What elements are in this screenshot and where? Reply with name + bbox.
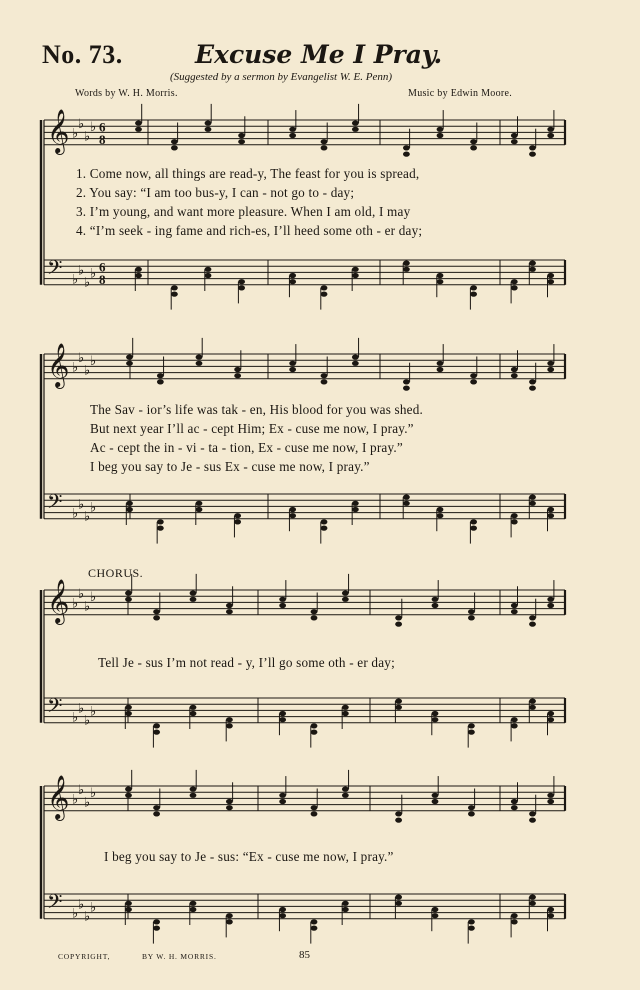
note-head: [190, 901, 197, 906]
note-head: [135, 121, 142, 126]
note-head: [432, 793, 439, 798]
note-head: [352, 267, 359, 272]
note-head: [437, 279, 444, 284]
note-head: [125, 711, 132, 716]
note-head: [135, 267, 142, 272]
note-head: [289, 133, 296, 138]
note-head: [511, 139, 518, 144]
flat-icon: ♭: [72, 360, 79, 376]
note-head: [437, 507, 444, 512]
note-head: [153, 609, 160, 614]
note-head: [190, 787, 197, 792]
note-head: [311, 723, 318, 728]
note-head: [226, 913, 233, 918]
note-head: [547, 279, 554, 284]
note-head: [238, 139, 245, 144]
flat-icon: ♭: [72, 596, 79, 612]
note-head: [125, 597, 132, 602]
note-head: [289, 273, 296, 278]
note-head: [511, 805, 518, 810]
flat-icon: ♭: [78, 783, 85, 799]
note-head: [511, 513, 518, 518]
note-head: [321, 292, 328, 297]
note-head: [321, 285, 328, 290]
note-head: [529, 901, 536, 906]
note-head: [403, 386, 410, 391]
note-head: [403, 267, 410, 272]
note-head: [547, 717, 554, 722]
note-head: [529, 895, 536, 900]
note-head: [153, 919, 160, 924]
note-head: [153, 926, 160, 931]
note-head: [511, 609, 518, 614]
note-head: [511, 919, 518, 924]
note-head: [511, 285, 518, 290]
note-head: [205, 127, 212, 132]
note-head: [125, 907, 132, 912]
note-head: [547, 603, 554, 608]
note-head: [279, 799, 286, 804]
note-head: [226, 799, 233, 804]
note-head: [437, 127, 444, 132]
note-head: [311, 926, 318, 931]
note-head: [279, 711, 286, 716]
note-head: [547, 907, 554, 912]
note-head: [529, 615, 536, 620]
note-head: [196, 361, 203, 366]
treble-clef-icon: 𝄞: [47, 579, 70, 624]
note-head: [226, 919, 233, 924]
note-head: [311, 805, 318, 810]
note-head: [470, 373, 477, 378]
note-head: [352, 273, 359, 278]
note-head: [395, 811, 402, 816]
note-head: [470, 292, 477, 297]
note-head: [279, 793, 286, 798]
note-head: [321, 373, 328, 378]
flat-icon: ♭: [78, 587, 85, 603]
note-head: [529, 152, 536, 157]
note-head: [437, 361, 444, 366]
verse-4-line-1: 4. “I’m seek - ing fame and rich-es, I’ll heed some oth - er day;: [76, 223, 423, 238]
bass-clef-icon: 𝄢: [47, 693, 63, 722]
note-head: [311, 730, 318, 735]
note-head: [321, 519, 328, 524]
note-head: [432, 597, 439, 602]
note-head: [437, 367, 444, 372]
flat-icon: ♭: [84, 363, 91, 379]
note-head: [342, 711, 349, 716]
note-head: [470, 145, 477, 150]
note-head: [196, 355, 203, 360]
note-head: [157, 526, 164, 531]
note-head: [311, 919, 318, 924]
time-signature-bottom: 8: [99, 271, 106, 287]
verse-1-line-1: 1. Come now, all things are read-y, The feast for you is spread,: [76, 166, 420, 181]
note-head: [529, 622, 536, 627]
note-head: [279, 603, 286, 608]
note-head: [342, 901, 349, 906]
note-head: [511, 519, 518, 524]
note-head: [289, 507, 296, 512]
note-head: [352, 501, 359, 506]
footer-copyright: COPYRIGHT,: [58, 952, 111, 961]
note-head: [153, 723, 160, 728]
note-head: [125, 787, 132, 792]
flat-icon: ♭: [84, 713, 91, 729]
note-head: [395, 705, 402, 710]
note-head: [125, 793, 132, 798]
treble-clef-icon: 𝄞: [47, 343, 70, 388]
note-head: [157, 519, 164, 524]
note-head: [234, 513, 241, 518]
note-head: [470, 285, 477, 290]
note-head: [157, 373, 164, 378]
flat-icon: ♭: [78, 701, 85, 717]
note-head: [468, 615, 475, 620]
note-head: [342, 597, 349, 602]
note-head: [547, 913, 554, 918]
verse-3-line-2: Ac - cept the in - vi - ta - tion, Ex - cuse me now, I pray.”: [90, 440, 403, 455]
note-head: [511, 373, 518, 378]
time-signature-top: 6: [99, 119, 106, 135]
note-head: [342, 591, 349, 596]
flat-icon: ♭: [90, 500, 97, 516]
note-head: [190, 907, 197, 912]
time-signature-top: 6: [99, 259, 106, 275]
bass-clef-icon: 𝄢: [47, 489, 63, 518]
note-head: [547, 133, 554, 138]
bass-clef-icon: 𝄢: [47, 255, 63, 284]
flat-icon: ♭: [84, 599, 91, 615]
flat-icon: ♭: [78, 117, 85, 133]
note-head: [468, 730, 475, 735]
note-head: [547, 793, 554, 798]
note-head: [511, 279, 518, 284]
note-head: [547, 597, 554, 602]
note-head: [279, 597, 286, 602]
note-head: [238, 133, 245, 138]
note-head: [205, 267, 212, 272]
note-head: [395, 895, 402, 900]
note-head: [311, 811, 318, 816]
chorus-line-1: Tell Je - sus I’m not read - y, I’ll go some oth - er day;: [98, 655, 395, 670]
note-head: [511, 723, 518, 728]
note-head: [529, 705, 536, 710]
note-head: [395, 615, 402, 620]
note-head: [289, 361, 296, 366]
note-head: [226, 603, 233, 608]
note-head: [321, 379, 328, 384]
note-head: [125, 591, 132, 596]
note-head: [171, 285, 178, 290]
note-head: [289, 367, 296, 372]
note-head: [437, 513, 444, 518]
note-head: [289, 279, 296, 284]
note-head: [529, 495, 536, 500]
note-head: [468, 805, 475, 810]
note-head: [529, 145, 536, 150]
flat-icon: ♭: [72, 906, 79, 922]
note-head: [279, 913, 286, 918]
note-head: [352, 127, 359, 132]
note-head: [547, 273, 554, 278]
bass-clef-icon: 𝄢: [47, 889, 63, 918]
note-head: [432, 603, 439, 608]
note-head: [529, 386, 536, 391]
note-head: [125, 901, 132, 906]
note-head: [352, 355, 359, 360]
note-head: [126, 355, 133, 360]
note-head: [547, 507, 554, 512]
note-head: [190, 793, 197, 798]
note-head: [238, 285, 245, 290]
verse-3-line-1: 3. I’m young, and want more pleasure. When I am old, I may: [76, 204, 411, 219]
note-head: [125, 705, 132, 710]
time-signature-bottom: 8: [99, 131, 106, 147]
note-head: [226, 717, 233, 722]
flat-icon: ♭: [84, 129, 91, 145]
note-head: [468, 919, 475, 924]
hymn-title: Excuse Me I Pray.: [195, 40, 443, 69]
note-head: [342, 907, 349, 912]
note-head: [511, 913, 518, 918]
note-head: [395, 901, 402, 906]
note-head: [511, 717, 518, 722]
note-head: [511, 799, 518, 804]
flat-icon: ♭: [84, 509, 91, 525]
treble-clef-icon: 𝄞: [47, 775, 70, 820]
note-head: [547, 361, 554, 366]
words-credit: Words by W. H. Morris.: [75, 88, 178, 99]
note-head: [403, 145, 410, 150]
flat-icon: ♭: [90, 266, 97, 282]
flat-icon: ♭: [72, 126, 79, 142]
note-head: [547, 513, 554, 518]
note-head: [511, 603, 518, 608]
note-head: [342, 793, 349, 798]
note-head: [157, 379, 164, 384]
note-head: [432, 717, 439, 722]
note-head: [135, 127, 142, 132]
note-head: [432, 913, 439, 918]
note-head: [352, 121, 359, 126]
note-head: [289, 127, 296, 132]
note-head: [395, 818, 402, 823]
note-head: [529, 267, 536, 272]
note-head: [470, 519, 477, 524]
verse-2-line-1: 2. You say: “I am too bus-y, I can - not go to - day;: [76, 185, 355, 200]
flat-icon: ♭: [90, 786, 97, 802]
flat-icon: ♭: [78, 897, 85, 913]
note-head: [196, 507, 203, 512]
note-head: [126, 361, 133, 366]
flat-icon: ♭: [72, 792, 79, 808]
note-head: [529, 501, 536, 506]
note-head: [153, 805, 160, 810]
flat-icon: ♭: [90, 704, 97, 720]
note-head: [126, 501, 133, 506]
note-head: [342, 787, 349, 792]
note-head: [432, 711, 439, 716]
note-head: [470, 379, 477, 384]
verse-1-line-2: The Sav - ior’s life was tak - en, His blood for you was shed.: [90, 402, 423, 417]
note-head: [190, 705, 197, 710]
note-head: [153, 615, 160, 620]
note-head: [547, 367, 554, 372]
note-head: [311, 609, 318, 614]
note-head: [547, 711, 554, 716]
note-head: [403, 152, 410, 157]
note-head: [529, 811, 536, 816]
note-head: [234, 367, 241, 372]
hymn-number: No. 73.: [42, 40, 123, 69]
note-head: [311, 615, 318, 620]
note-head: [234, 519, 241, 524]
flat-icon: ♭: [84, 795, 91, 811]
note-head: [226, 609, 233, 614]
note-head: [468, 926, 475, 931]
note-head: [153, 730, 160, 735]
note-head: [432, 907, 439, 912]
flat-icon: ♭: [72, 506, 79, 522]
note-head: [437, 273, 444, 278]
note-head: [529, 699, 536, 704]
flat-icon: ♭: [90, 900, 97, 916]
note-head: [437, 133, 444, 138]
verse-4-line-2: I beg you say to Je - sus Ex - cuse me now, I pray.”: [90, 459, 370, 474]
note-head: [470, 139, 477, 144]
hymn-subtitle: (Suggested by a sermon by Evangelist W. E. Penn): [170, 71, 392, 83]
note-head: [321, 145, 328, 150]
flat-icon: ♭: [78, 351, 85, 367]
note-head: [171, 292, 178, 297]
note-head: [403, 379, 410, 384]
note-head: [234, 373, 241, 378]
note-head: [205, 121, 212, 126]
note-head: [529, 818, 536, 823]
note-head: [205, 273, 212, 278]
note-head: [395, 622, 402, 627]
note-head: [190, 597, 197, 602]
note-head: [190, 711, 197, 716]
note-head: [529, 261, 536, 266]
note-head: [352, 507, 359, 512]
note-head: [511, 133, 518, 138]
note-head: [238, 279, 245, 284]
note-head: [289, 513, 296, 518]
chorus-label: CHORUS.: [88, 566, 144, 580]
note-head: [529, 379, 536, 384]
note-head: [432, 799, 439, 804]
verse-2-line-2: But next year I’ll ac - cept Him; Ex - cuse me now, I pray.”: [90, 421, 414, 436]
footer-by: BY W. H. MORRIS.: [142, 952, 217, 961]
treble-clef-icon: 𝄞: [47, 109, 70, 154]
flat-icon: ♭: [90, 120, 97, 136]
note-head: [468, 811, 475, 816]
note-head: [190, 591, 197, 596]
note-head: [403, 501, 410, 506]
note-head: [196, 501, 203, 506]
note-head: [171, 145, 178, 150]
note-head: [171, 139, 178, 144]
flat-icon: ♭: [84, 909, 91, 925]
note-head: [395, 699, 402, 704]
note-head: [547, 799, 554, 804]
note-head: [352, 361, 359, 366]
note-head: [468, 609, 475, 614]
note-head: [403, 495, 410, 500]
flat-icon: ♭: [78, 263, 85, 279]
note-head: [321, 139, 328, 144]
note-head: [126, 507, 133, 512]
note-head: [403, 261, 410, 266]
flat-icon: ♭: [72, 710, 79, 726]
flat-icon: ♭: [72, 272, 79, 288]
note-head: [279, 717, 286, 722]
page-number: 85: [299, 949, 310, 961]
flat-icon: ♭: [78, 497, 85, 513]
note-head: [279, 907, 286, 912]
flat-icon: ♭: [84, 275, 91, 291]
note-head: [511, 367, 518, 372]
note-head: [226, 805, 233, 810]
flat-icon: ♭: [90, 354, 97, 370]
note-head: [321, 526, 328, 531]
note-head: [468, 723, 475, 728]
note-head: [226, 723, 233, 728]
chorus-line-2: I beg you say to Je - sus: “Ex - cuse me now, I pray.”: [104, 849, 394, 864]
note-head: [153, 811, 160, 816]
note-head: [342, 705, 349, 710]
note-head: [547, 127, 554, 132]
note-head: [470, 526, 477, 531]
flat-icon: ♭: [90, 590, 97, 606]
note-head: [135, 273, 142, 278]
music-credit: Music by Edwin Moore.: [408, 88, 513, 99]
